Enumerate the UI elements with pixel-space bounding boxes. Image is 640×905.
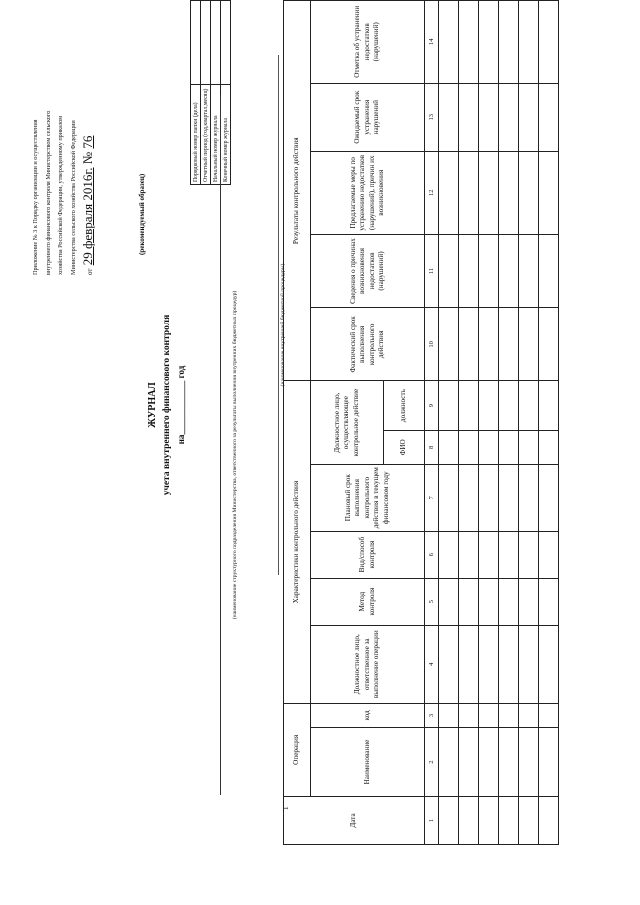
header-results: Результаты контрольного действия	[284, 1, 311, 381]
header-date: Дата	[284, 796, 425, 844]
header-op-code: код	[311, 703, 425, 727]
header-op-name: Наименование	[311, 728, 425, 797]
column-number: 10	[425, 308, 439, 381]
header-operation: Операция	[284, 703, 311, 796]
order-number: 76	[80, 135, 95, 149]
column-number: 8	[425, 430, 439, 464]
unit-underline	[220, 95, 221, 795]
header-causes: Сведения о причинах возникновения недостатков (нарушений)	[311, 234, 425, 308]
column-number: 6	[425, 531, 439, 578]
column-number: 7	[425, 464, 439, 531]
column-number: 12	[425, 151, 439, 234]
info-value	[201, 1, 211, 85]
procedure-underline	[278, 55, 279, 575]
sample-label: (рекомендуемый образец)	[138, 173, 146, 255]
title-line-1: ЖУРНАЛ	[147, 382, 158, 428]
info-label: Начальный номер журнала	[211, 85, 221, 185]
header-responsible: Должностное лицо, ответственное за выполнение операции	[311, 625, 425, 703]
table-row	[439, 1, 459, 845]
info-label: Порядковый номер папки (дела)	[191, 85, 201, 185]
info-value	[191, 1, 201, 85]
order-date: 29 февраля 2016г.	[80, 167, 95, 266]
header-method: Метод контроля	[311, 578, 425, 625]
column-number: 9	[425, 381, 439, 430]
header-deadline: Ожидаемый срок устранения нарушений	[311, 83, 425, 151]
column-number: 11	[425, 234, 439, 308]
procedure-caption: (наименование внутренней бюджетной процедуры)	[280, 263, 286, 387]
unit-caption: (наименование структурного подразделения Министерства, ответственного за результаты выполнения внутренних бюджетных процедур)	[232, 290, 238, 620]
appendix-line: Приложение № 3 к Порядку организации и осуществления	[32, 119, 39, 275]
table-row	[499, 1, 519, 845]
order-date-line	[80, 15, 98, 275]
header-mark: Отметка об устранении недостатков (нарушений)	[311, 1, 425, 84]
appendix-note	[30, 15, 98, 275]
column-number: 5	[425, 578, 439, 625]
header-actual: Фактический срок выполнения контрольного действия	[311, 308, 425, 381]
column-numbers-row	[425, 1, 439, 845]
side-mark: 1	[282, 806, 290, 810]
column-number: 13	[425, 83, 439, 151]
journal-table	[283, 0, 559, 845]
column-number: 1	[425, 796, 439, 844]
column-number: 2	[425, 728, 439, 797]
header-type: Вид/способ контроля	[311, 531, 425, 578]
header-official: Должностное лицо, осуществляющее контрольное действие	[311, 381, 384, 464]
header-position: должность	[384, 381, 425, 430]
header-measures: Предлагаемые меры по устранению недостатков (нарушений), причин их возникновения	[311, 151, 425, 234]
appendix-line: хозяйства Российской Федерации, утвержденному приказом	[57, 115, 64, 275]
table-row	[459, 1, 479, 845]
appendix-line: Министерства сельского хозяйства Российской Федерации	[69, 120, 77, 275]
info-value	[221, 1, 231, 85]
info-label: Отчетный период (год,квартал,месяц)	[201, 85, 211, 185]
table-row	[539, 1, 559, 845]
date-prefix: от	[86, 268, 94, 275]
journal-title	[147, 205, 186, 605]
table-row	[479, 1, 499, 845]
appendix-line: внутреннего финансового контроля Министерством сельского	[44, 110, 52, 275]
column-number: 4	[425, 625, 439, 703]
title-line-3: на____________ год	[176, 365, 186, 445]
header-characteristics: Характеристики контрольного действия	[284, 381, 311, 703]
column-number: 3	[425, 703, 439, 727]
column-number: 14	[425, 1, 439, 84]
table-row	[519, 1, 539, 845]
info-label: Конечный номер журнала	[221, 85, 231, 185]
info-value	[211, 1, 221, 85]
info-box	[190, 0, 231, 185]
header-planned: Плановый срок выполнения контрольного действия в текущем финансовом году	[311, 464, 425, 531]
title-line-2: учета внутреннего финансового контроля	[162, 314, 172, 496]
header-fio: ФИО	[384, 430, 425, 464]
number-label: №	[80, 151, 95, 165]
